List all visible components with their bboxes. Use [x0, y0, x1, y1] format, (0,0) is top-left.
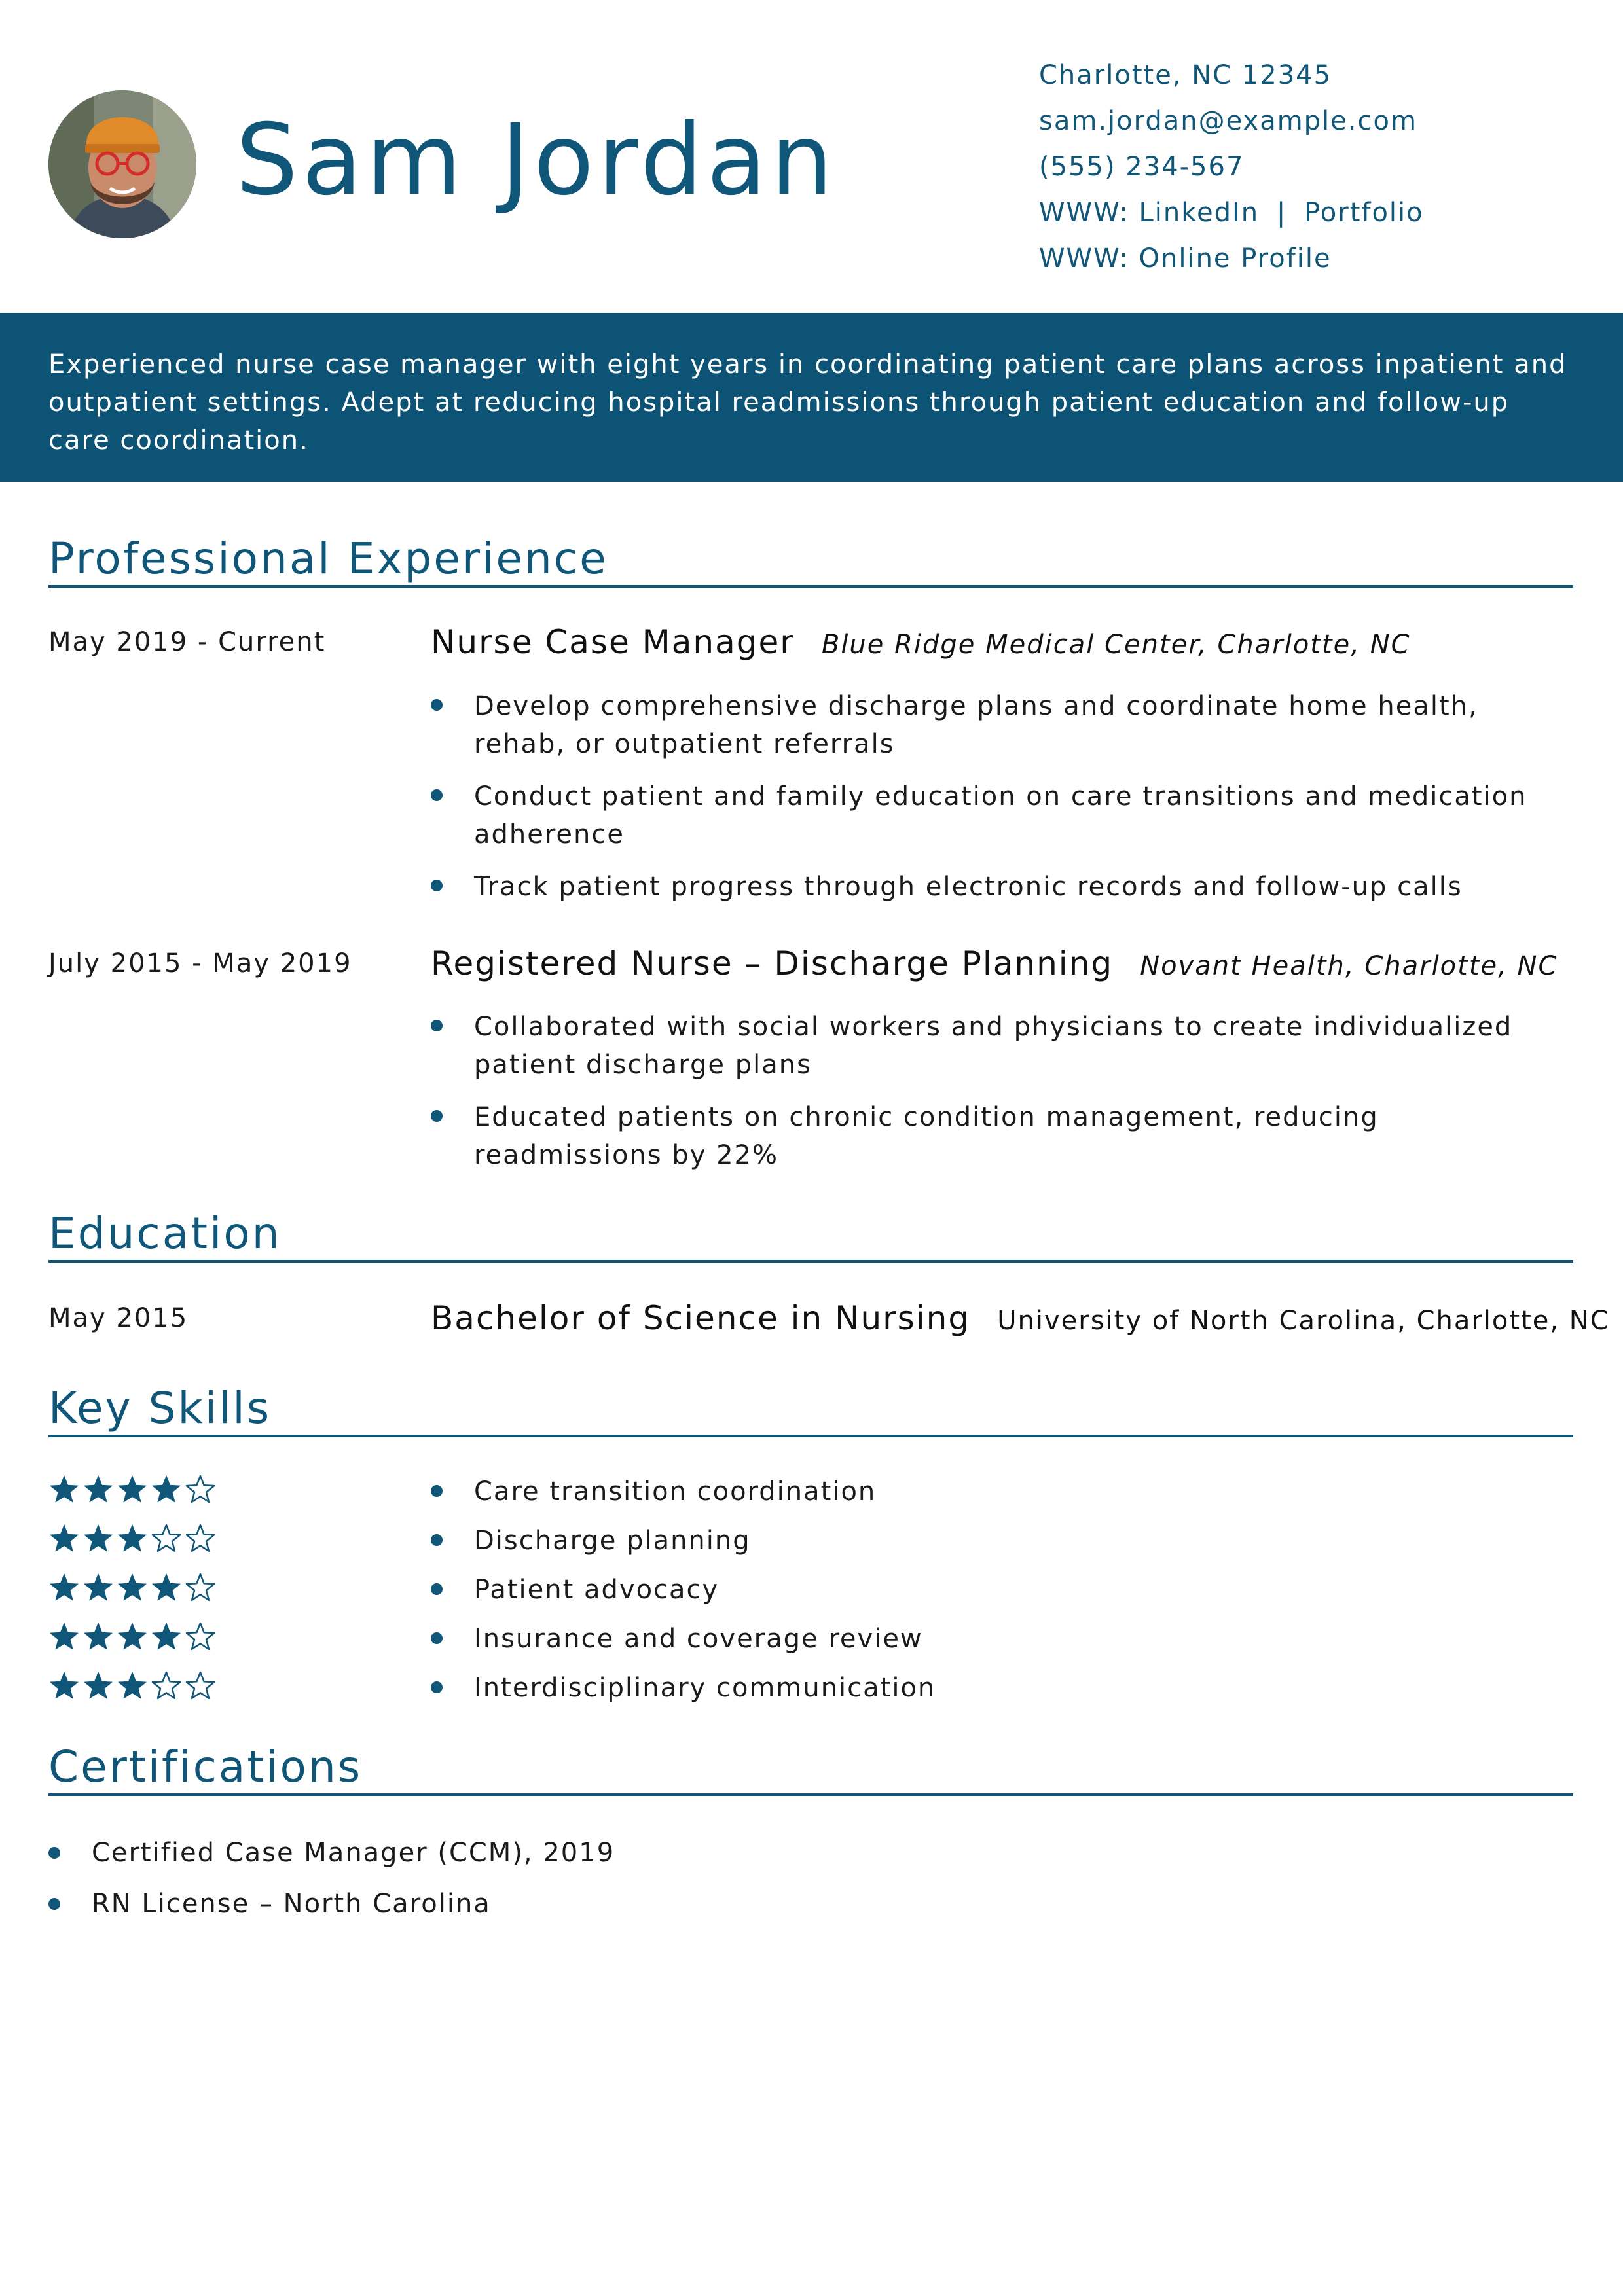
section-divider [48, 1260, 1573, 1263]
bullet-dot [431, 789, 443, 801]
star-filled-icon [48, 1670, 80, 1702]
bullet-item [431, 687, 1577, 763]
certification-item [48, 1827, 615, 1878]
job-header [431, 623, 1411, 661]
email-link[interactable]: sam.jordan@example.com [1039, 106, 1417, 136]
bullet-dot [431, 1583, 443, 1595]
skill-item [431, 1615, 936, 1664]
section-divider [48, 585, 1573, 588]
bullet-text: Collaborated with social workers and physicians to create individualized patient discharge plans [474, 1012, 1513, 1080]
experience-heading: Professional Experience [48, 533, 608, 584]
skill-item [431, 1516, 936, 1566]
job-bullets [431, 687, 1577, 920]
skill-item [431, 1566, 936, 1615]
bullet-dot [431, 1020, 443, 1031]
star-filled-icon [82, 1670, 114, 1702]
star-filled-icon [151, 1474, 182, 1505]
bullet-text: Develop comprehensive discharge plans and coordinate home health, rehab, or outpatient referrals [474, 691, 1478, 759]
linkedin-link[interactable]: LinkedIn [1139, 198, 1260, 228]
bullet-text: Educated patients on chronic condition management, reducing readmissions by 22% [474, 1102, 1379, 1170]
skill-name: Care transition coordination [474, 1477, 877, 1507]
bullet-item [431, 868, 1577, 906]
star-empty-icon [185, 1670, 216, 1702]
contact-block [1039, 52, 1424, 281]
online-profile-row [1039, 236, 1424, 281]
avatar [48, 90, 196, 238]
star-rating [48, 1621, 216, 1655]
section-divider [48, 1793, 1573, 1796]
degree-title: Bachelor of Science in Nursing [431, 1299, 971, 1337]
skill-item [431, 1467, 936, 1516]
job-bullets [431, 1008, 1577, 1189]
skill-item [431, 1664, 936, 1713]
star-empty-icon [185, 1523, 216, 1554]
certification-text: Certified Case Manager (CCM), 2019 [92, 1838, 615, 1868]
www-prefix: WWW: [1039, 243, 1129, 274]
education-header [431, 1299, 1610, 1337]
star-empty-icon [151, 1523, 182, 1554]
www-prefix: WWW: [1039, 198, 1129, 228]
skill-name: Patient advocacy [474, 1575, 720, 1605]
bullet-text: Conduct patient and family education on care transitions and medication adherence [474, 781, 1527, 850]
summary-band [0, 313, 1623, 482]
job-header [431, 944, 1558, 982]
star-filled-icon [82, 1621, 114, 1653]
star-filled-icon [82, 1474, 114, 1505]
web-links-row [1039, 190, 1424, 236]
candidate-name: Sam Jordan [236, 103, 837, 217]
star-filled-icon [48, 1621, 80, 1653]
skills-heading: Key Skills [48, 1383, 272, 1433]
job-title: Registered Nurse – Discharge Planning [431, 944, 1114, 982]
star-filled-icon [82, 1523, 114, 1554]
bullet-dot [431, 1110, 443, 1122]
portrait-photo [48, 90, 196, 238]
bullet-dot [48, 1847, 60, 1859]
bullet-dot [431, 880, 443, 891]
job-title: Nurse Case Manager [431, 623, 795, 661]
education-heading: Education [48, 1208, 282, 1259]
education-date: May 2015 [48, 1303, 189, 1333]
phone-text: (555) 234-567 [1039, 152, 1245, 182]
certification-list [48, 1827, 615, 1929]
star-filled-icon [117, 1474, 148, 1505]
school-name: University of North Carolina, Charlotte, NC [997, 1306, 1610, 1336]
star-filled-icon [117, 1572, 148, 1604]
star-filled-icon [117, 1621, 148, 1653]
bullet-dot [431, 699, 443, 711]
star-filled-icon [48, 1474, 80, 1505]
star-rating [48, 1670, 216, 1704]
link-separator: | [1276, 198, 1287, 228]
bullet-item [431, 1098, 1577, 1174]
star-filled-icon [48, 1572, 80, 1604]
job-organization: Blue Ridge Medical Center, Charlotte, NC [821, 630, 1411, 660]
summary-text: Experienced nurse case manager with eight years in coordinating patient care plans across inpatient and outpatient settings. Adept at reducing hospital readmissions through patient education and follow-up care coordination. [48, 350, 1567, 456]
bullet-dot [431, 1681, 443, 1693]
star-filled-icon [48, 1523, 80, 1554]
certification-item [48, 1878, 615, 1929]
job-dates: July 2015 - May 2019 [48, 948, 352, 978]
bullet-dot [431, 1534, 443, 1546]
star-filled-icon [151, 1621, 182, 1653]
star-rating [48, 1572, 216, 1606]
bullet-text: Track patient progress through electronic records and follow-up calls [474, 872, 1463, 902]
certification-text: RN License – North Carolina [92, 1889, 491, 1919]
star-filled-icon [151, 1572, 182, 1604]
location-text: Charlotte, NC 12345 [1039, 60, 1332, 90]
online-profile-link[interactable]: Online Profile [1139, 243, 1332, 274]
bullet-dot [431, 1485, 443, 1497]
skill-list [431, 1467, 936, 1713]
section-divider [48, 1435, 1573, 1437]
skill-name: Insurance and coverage review [474, 1624, 923, 1654]
star-rating [48, 1474, 216, 1508]
skill-name: Discharge planning [474, 1526, 751, 1556]
star-filled-icon [117, 1523, 148, 1554]
job-organization: Novant Health, Charlotte, NC [1140, 951, 1558, 981]
bullet-dot [48, 1898, 60, 1910]
bullet-item [431, 778, 1577, 853]
star-empty-icon [185, 1474, 216, 1505]
star-empty-icon [151, 1670, 182, 1702]
star-filled-icon [117, 1670, 148, 1702]
bullet-dot [431, 1632, 443, 1644]
portfolio-link[interactable]: Portfolio [1304, 198, 1424, 228]
star-filled-icon [82, 1572, 114, 1604]
star-empty-icon [185, 1572, 216, 1604]
bullet-item [431, 1008, 1577, 1084]
skill-name: Interdisciplinary communication [474, 1673, 936, 1703]
certifications-heading: Certifications [48, 1742, 363, 1792]
star-rating [48, 1523, 216, 1557]
star-empty-icon [185, 1621, 216, 1653]
job-dates: May 2019 - Current [48, 627, 326, 657]
